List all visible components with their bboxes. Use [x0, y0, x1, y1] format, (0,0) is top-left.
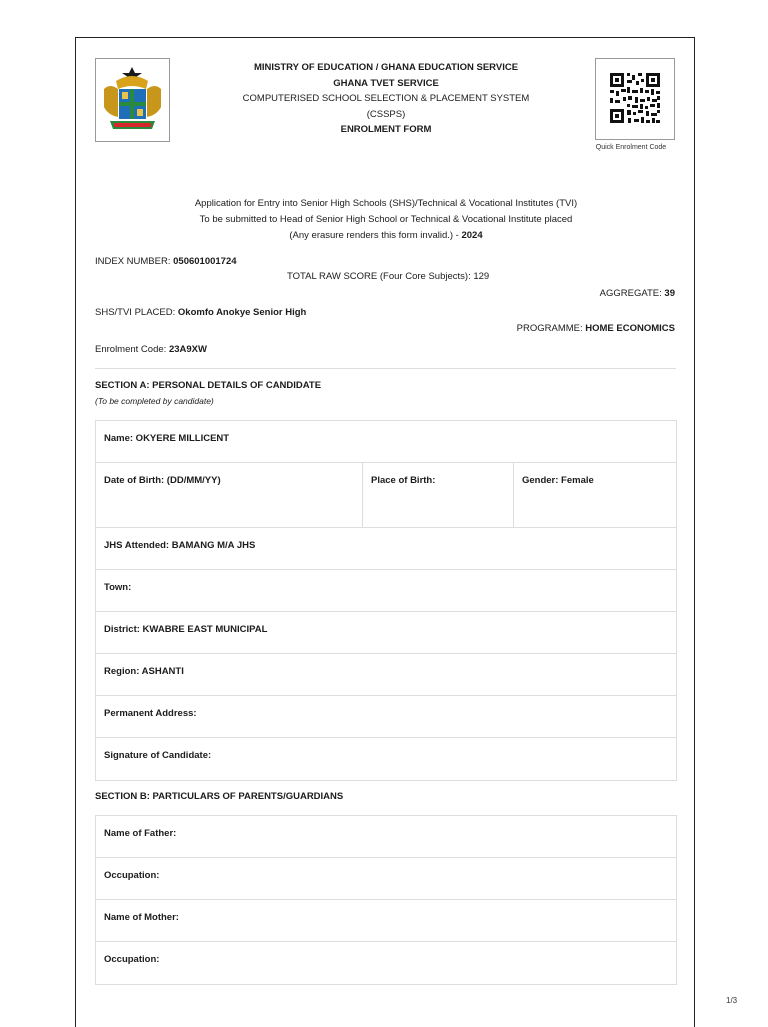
table-row — [96, 900, 676, 942]
region-field[interactable]: Region: ASHANTI — [104, 666, 184, 677]
enrolment-code-value: 23A9XW — [168, 344, 207, 355]
table-row — [96, 696, 676, 738]
intro-line-2: To be submitted to Head of Senior High School or Technical & Vocational Institute placed — [199, 214, 573, 225]
intro-line-3 — [116, 228, 656, 244]
index-number-value: 050601001724 — [173, 256, 237, 267]
qr-caption: Quick Enrolment Code — [595, 144, 667, 151]
raw-score — [287, 271, 489, 282]
section-divider — [95, 368, 676, 369]
ghana-coat-of-arms-logo — [95, 58, 170, 142]
index-number-label: INDEX NUMBER: — [95, 256, 174, 267]
system-acronym: (CSSPS) — [366, 108, 406, 120]
mother-name-field[interactable]: Name of Mother: — [104, 912, 179, 923]
personal-details-table — [95, 420, 677, 781]
parents-table — [95, 815, 677, 985]
table-row — [96, 654, 676, 696]
mother-occupation-field[interactable]: Occupation: — [104, 954, 160, 965]
permanent-address-field[interactable]: Permanent Address: — [104, 708, 197, 719]
ministry-title: MINISTRY OF EDUCATION / GHANA EDUCATION SERVICE — [253, 62, 519, 73]
qr-code — [595, 58, 675, 140]
table-row — [96, 738, 676, 780]
raw-score-label: TOTAL RAW SCORE (Four Core Subjects): — [287, 271, 474, 282]
form-header — [186, 60, 586, 138]
enrolment-code — [95, 344, 207, 355]
aggregate — [600, 288, 675, 299]
form-title: ENROLMENT FORM — [340, 124, 432, 135]
table-row — [96, 858, 676, 900]
table-row — [96, 612, 676, 654]
section-a-subtitle: (To be completed by candidate) — [95, 396, 214, 406]
enrolment-code-label: Enrolment Code: — [95, 344, 169, 355]
jhs-attended-field[interactable]: JHS Attended: BAMANG M/A JHS — [104, 540, 256, 551]
table-row — [96, 942, 676, 984]
aggregate-value: 39 — [664, 288, 675, 299]
father-name-field[interactable]: Name of Father: — [104, 828, 177, 839]
table-row — [96, 570, 676, 612]
date-of-birth-field[interactable]: Date of Birth: (DD/MM/YY) — [104, 475, 221, 486]
aggregate-label: AGGREGATE: — [599, 288, 665, 299]
programme-value: HOME ECONOMICS — [585, 323, 675, 334]
index-number — [95, 256, 237, 267]
page-number: 1/3 — [726, 996, 738, 1005]
programme — [517, 323, 675, 334]
town-field[interactable]: Town: — [104, 582, 132, 593]
system-title: COMPUTERISED SCHOOL SELECTION & PLACEMENT SYSTEM — [242, 93, 530, 104]
school-placed-value: Okomfo Anokye Senior High — [177, 307, 307, 318]
table-row — [96, 463, 676, 528]
table-row — [96, 421, 676, 463]
application-intro — [116, 196, 656, 244]
intro-line-1: Application for Entry into Senior High Schools (SHS)/Technical & Vocational Institutes (TVI) — [194, 198, 578, 209]
candidate-name-field[interactable]: Name: OKYERE MILLICENT — [104, 433, 230, 444]
father-occupation-field[interactable]: Occupation: — [104, 870, 160, 881]
section-a-title: SECTION A: PERSONAL DETAILS OF CANDIDATE — [95, 380, 322, 391]
erasure-note: (Any erasure renders this form invalid.) - — [289, 230, 462, 241]
place-of-birth-field[interactable]: Place of Birth: — [362, 463, 513, 527]
form-page — [75, 37, 695, 1027]
school-placed — [95, 307, 306, 318]
programme-label: PROGRAMME: — [516, 323, 586, 334]
form-year: 2024 — [461, 230, 483, 241]
table-row — [96, 528, 676, 570]
candidate-signature-field[interactable]: Signature of Candidate: — [104, 750, 212, 761]
table-row — [96, 816, 676, 858]
gender-field[interactable]: Gender: Female — [513, 463, 676, 527]
service-title: GHANA TVET SERVICE — [333, 77, 439, 89]
section-b-title: SECTION B: PARTICULARS OF PARENTS/GUARDIANS — [95, 791, 344, 802]
raw-score-value: 129 — [473, 271, 490, 282]
district-field[interactable]: District: KWABRE EAST MUNICIPAL — [104, 624, 268, 635]
school-placed-label: SHS/TVI PLACED: — [95, 307, 178, 318]
